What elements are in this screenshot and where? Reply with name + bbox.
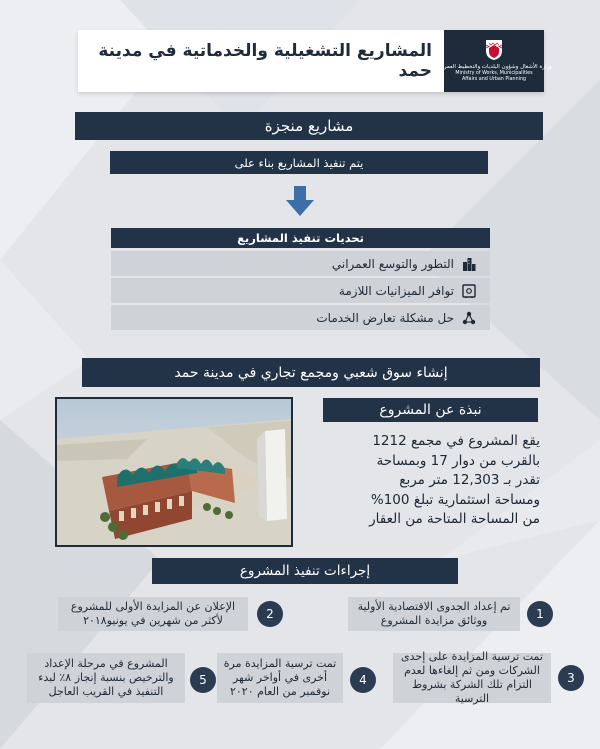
- procedure-step-2-number: 2: [257, 601, 283, 627]
- procedure-step-1-number: 1: [527, 601, 553, 627]
- procedure-step-3-text: تمت ترسية المزايدة على إحدى الشركات ومن ثم إلغاءها لعدم التزام تلك الشركة بشروط الترسية: [393, 653, 551, 703]
- challenge-item-services: [111, 305, 490, 330]
- description-line: تقدر بـ 12,303 متر مربع: [399, 472, 540, 488]
- challenge-item-urban: [111, 251, 490, 276]
- safe-icon: [462, 284, 476, 298]
- about-project-title: نبذة عن المشروع: [323, 398, 538, 422]
- ministry-logo: [436, 30, 552, 92]
- description-line: من المساحة المتاحة من العقار: [369, 511, 540, 527]
- procedure-step-2-text: الإعلان عن المزايدة الأولى للمشروع لأكثر من شهرين في يونيو٢٠١٨: [58, 597, 248, 631]
- description-line: يقع المشروع في مجمع 1212: [372, 433, 540, 449]
- description-line: ومساحة استثمارية تبلغ 100%: [370, 491, 540, 508]
- procedure-step-5-number: 5: [190, 667, 216, 693]
- bahrain-emblem-icon: [485, 39, 503, 61]
- procedures-title: إجراءات تنفيذ المشروع: [152, 558, 458, 584]
- challenge-label: التطور والتوسع العمراني: [331, 256, 454, 271]
- challenges-title: تحديات تنفيذ المشاريع: [111, 228, 490, 248]
- header-banner: [78, 30, 552, 92]
- description-line: بالقرب من دوار 17 وبمساحة: [376, 452, 540, 469]
- project-title: إنشاء سوق شعبي ومجمع تجاري في مدينة حمد: [82, 358, 540, 387]
- buildings-icon: [462, 257, 476, 271]
- network-icon: [462, 311, 476, 325]
- procedure-step-5-text: المشروع في مرحلة الإعداد والترخيص بنسبة إنجاز ٨٪ لبدء التنفيذ في القريب العاجل: [27, 653, 185, 703]
- project-rendering-image: [55, 397, 293, 547]
- challenge-label: توافر الميزانيات اللازمة: [338, 283, 454, 298]
- market-building-illustration: [57, 399, 291, 545]
- execution-basis-subtitle: يتم تنفيذ المشاريع بناء على: [110, 151, 488, 174]
- completed-projects-title: مشاريع منجزة: [75, 112, 543, 140]
- procedure-step-1-text: تم إعداد الجدوى الاقتصادية الأولية ووثائق مزايدة المشروع: [348, 597, 520, 631]
- procedure-step-4-text: تمت ترسية المزايدة مرة أخرى في أواخر شهر نوفمبر من العام ٢٠٢٠: [217, 653, 343, 703]
- challenge-label: حل مشكلة تعارض الخدمات: [316, 310, 454, 325]
- procedure-step-4-number: 4: [350, 667, 376, 693]
- project-description: [305, 432, 540, 530]
- ministry-name-english: Ministry of Works, Municipalities Affairs and Urban Planning: [455, 71, 533, 82]
- procedure-step-3-number: 3: [558, 665, 584, 691]
- arrow-down-icon: [286, 186, 314, 216]
- ministry-name-arabic: وزارة الأشغال وشؤون البلديات والتخطيط العمراني: [436, 64, 552, 70]
- page-title: المشاريع التشغيلية والخدماتية في مدينة حمد: [98, 41, 432, 81]
- challenge-item-budget: [111, 278, 490, 303]
